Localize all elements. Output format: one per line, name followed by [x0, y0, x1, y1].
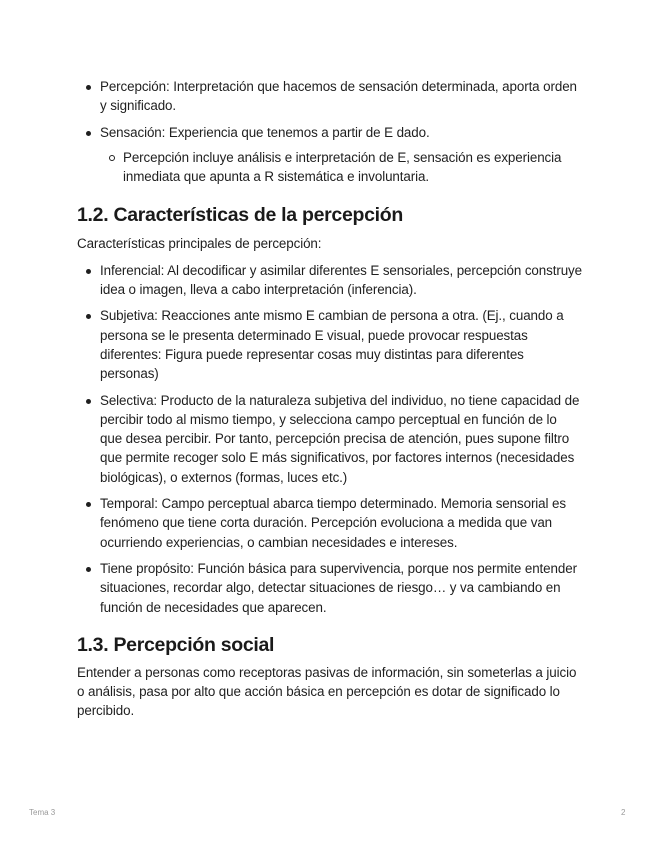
footer-page-number: 2 — [621, 808, 626, 817]
list-item-text: Sensación: Experiencia que tenemos a partir de E dado. — [100, 124, 430, 140]
list-item — [77, 559, 582, 617]
intro-sublist — [100, 148, 582, 187]
list-item-text: Percepción: Interpretación que hacemos de sensación determinada, aporta orden y significado. — [100, 79, 577, 114]
list-item-text: Inferencial: Al decodificar y asimilar diferentes E sensoriales, percepción construye idea o imagen, lleva a cabo interpretación (inferencia). — [100, 262, 582, 298]
section-heading: 1.3. Percepción social — [77, 633, 275, 656]
section-paragraph: Entender a personas como receptoras pasivas de información, sin someterlas a juicio o análisis, pasa por alto que acción básica en percepción es dotar de significado lo percibido. — [77, 664, 577, 719]
list-item-text: Temporal: Campo perceptual abarca tiempo determinado. Memoria sensorial es fenómeno que tiene corta duración. Percepción evoluciona a medida que van ocurriendo experiencias, o cambian necesidades e intereses. — [100, 496, 566, 550]
list-item — [77, 494, 582, 552]
section-heading: 1.2. Características de la percepción — [77, 204, 403, 227]
intro-list — [77, 77, 582, 186]
list-item — [77, 77, 582, 116]
section-lead: Características principales de percepción: — [77, 236, 322, 252]
sublist-item-text: Percepción incluye análisis e interpretación de E, sensación es experiencia inmediata que apunta a R sistemática e involuntaria. — [123, 149, 562, 185]
list-item — [77, 123, 582, 187]
characteristics-list — [77, 261, 582, 617]
list-item — [77, 391, 582, 487]
footer-chapter-label: Tema 3 — [29, 808, 56, 817]
sublist-item — [100, 148, 582, 187]
list-item-text: Selectiva: Producto de la naturaleza subjetiva del individuo, no tiene capacidad de percibir todo al mismo tiempo, y selecciona campo perceptual en función de lo que desea percibir. Por tanto, percepción precisa de atención, pues supone filtro que permite recoger solo E más significativos, por factores internos (necesidades biológicas), o externos (formas, luces etc.) — [100, 392, 580, 485]
list-item — [77, 261, 582, 300]
list-item-text: Tiene propósito: Función básica para supervivencia, porque nos permite entender situaciones, recordar algo, detectar situaciones de riesgo… y va cambiando en función de necesidades que aparecen. — [100, 560, 577, 615]
document-page — [77, 77, 582, 721]
list-item-text: Subjetiva: Reacciones ante mismo E cambian de persona a otra. (Ej., cuando a persona se le presenta determinado E visual, puede provocar respuestas diferentes: Figura puede representar cosas muy distintas para diferentes personas) — [100, 308, 564, 382]
list-item — [77, 306, 582, 383]
